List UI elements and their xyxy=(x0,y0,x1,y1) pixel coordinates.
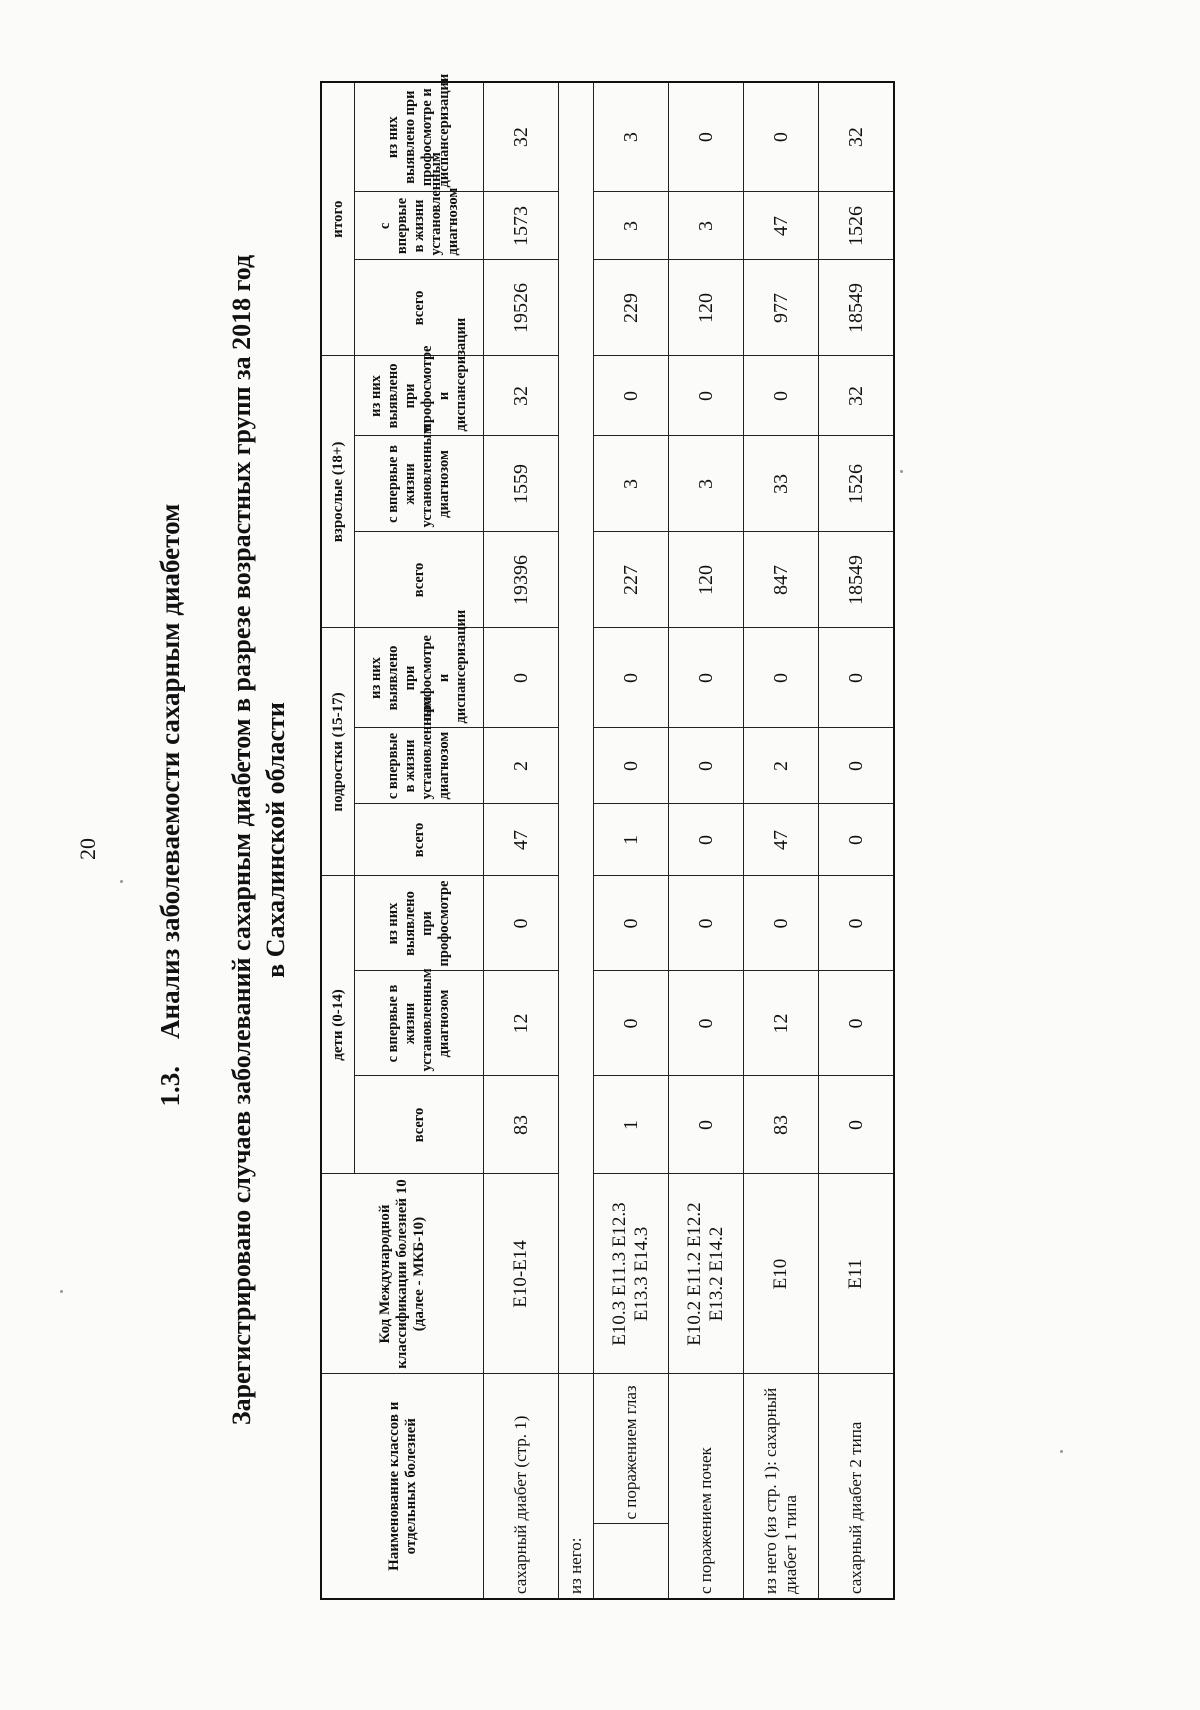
header-total-total: всего xyxy=(355,260,484,356)
cell: 1 xyxy=(594,804,669,876)
cell: 0 xyxy=(744,356,819,436)
header-code: Код Международной классификации болезней 10 (далее - МКБ-10) xyxy=(321,1174,484,1374)
cell: 229 xyxy=(594,260,669,356)
cell: 847 xyxy=(744,532,819,628)
cell: 0 xyxy=(819,628,895,728)
cell: 0 xyxy=(594,728,669,804)
header-group-row xyxy=(321,82,355,1599)
cell: 3 xyxy=(669,436,744,532)
header-total-new: с впервые в жизни установленным диагнозом xyxy=(355,192,484,260)
cell: 0 xyxy=(819,971,895,1076)
row-name: с поражением почек xyxy=(669,1374,744,1599)
row-name: сахарный диабет (стр. 1) xyxy=(484,1374,559,1599)
cell: 0 xyxy=(669,628,744,728)
page-number: 20 xyxy=(75,838,100,860)
header-adults-total: всего xyxy=(355,532,484,628)
cell: 120 xyxy=(669,260,744,356)
indent-cell xyxy=(594,1524,669,1599)
header-name: Наименование классов и отдельных болезней xyxy=(321,1374,484,1599)
row-code: Е10.3 Е11.3 Е12.3 Е13.3 Е14.3 xyxy=(594,1174,669,1374)
cell: 18549 xyxy=(819,260,895,356)
cell: 120 xyxy=(669,532,744,628)
cell: 0 xyxy=(484,628,559,728)
cell: 83 xyxy=(484,1076,559,1174)
cell: 47 xyxy=(744,804,819,876)
cell: 0 xyxy=(669,728,744,804)
cell: 32 xyxy=(819,82,895,192)
header-group-adults: взрослые (18+) xyxy=(321,356,355,628)
row-name: с поражением глаз xyxy=(594,1374,669,1524)
header-group-total: итого xyxy=(321,82,355,356)
cell: 19526 xyxy=(484,260,559,356)
cell: 1 xyxy=(594,1076,669,1174)
cell: 47 xyxy=(484,804,559,876)
cell: 2 xyxy=(484,728,559,804)
cell: 3 xyxy=(669,192,744,260)
table-row xyxy=(594,82,669,1599)
cell: 977 xyxy=(744,260,819,356)
header-adults-screen: из них выявлено при профосмотре и диспансеризации xyxy=(355,356,484,436)
cell: 0 xyxy=(819,728,895,804)
cell: 0 xyxy=(669,82,744,192)
cell: 83 xyxy=(744,1076,819,1174)
cell: 19396 xyxy=(484,532,559,628)
cell: 12 xyxy=(744,971,819,1076)
table-row xyxy=(669,82,744,1599)
header-children-total: всего xyxy=(355,1076,484,1174)
cell: 32 xyxy=(484,82,559,192)
cell: 0 xyxy=(819,876,895,971)
row-code: Е10.2 Е11.2 Е12.2 Е13.2 Е14.2 xyxy=(669,1174,744,1374)
section-heading xyxy=(155,190,186,1420)
cell: 0 xyxy=(594,628,669,728)
subhead-row xyxy=(559,82,594,1599)
cell: 0 xyxy=(669,1076,744,1174)
cell: 0 xyxy=(669,804,744,876)
cell: 0 xyxy=(669,356,744,436)
cell: 1526 xyxy=(819,192,895,260)
cell: 0 xyxy=(744,876,819,971)
header-children-new: с впервые в жизни установленным диагнозом xyxy=(355,971,484,1076)
row-name: сахарный диабет 2 типа xyxy=(819,1374,895,1599)
cell: 32 xyxy=(819,356,895,436)
section-number: 1.3. xyxy=(155,1065,185,1107)
header-children-screen: из них выявлено при профосмотре xyxy=(355,876,484,971)
header-teens-new: с впервые в жизни установленным диагнозом xyxy=(355,728,484,804)
cell: 0 xyxy=(744,628,819,728)
diabetes-table xyxy=(320,73,895,1600)
cell: 3 xyxy=(594,436,669,532)
header-adults-new: с впервые в жизни установленным диагнозом xyxy=(355,436,484,532)
cell: 0 xyxy=(594,876,669,971)
header-total-screen: из них выявлено при профосмотре и диспансеризации xyxy=(355,82,484,192)
cell: 0 xyxy=(484,876,559,971)
cell: 0 xyxy=(819,1076,895,1174)
cell: 18549 xyxy=(819,532,895,628)
header-teens-screen: из них выявлено при профосмотре и диспансеризации xyxy=(355,628,484,728)
cell: 0 xyxy=(594,971,669,1076)
cell: 0 xyxy=(669,876,744,971)
table-title-line2: в Сахалинской области xyxy=(261,702,290,978)
table-title-line1: Зарегистрировано случаев заболеваний сахарным диабетом в разрезе возрастных групп за 2018 год xyxy=(227,254,256,1426)
cell: 0 xyxy=(669,971,744,1076)
cell: 1526 xyxy=(819,436,895,532)
table-title xyxy=(225,110,293,1570)
cell: 0 xyxy=(594,356,669,436)
cell: 47 xyxy=(744,192,819,260)
table-row xyxy=(744,82,819,1599)
row-code: Е10-Е14 xyxy=(484,1174,559,1374)
cell: 1573 xyxy=(484,192,559,260)
row-name: из него (из стр. 1): сахарный диабет 1 типа xyxy=(744,1374,819,1599)
subhead-filler xyxy=(559,82,594,1374)
cell: 0 xyxy=(744,82,819,192)
subhead-label: из него: xyxy=(559,1374,594,1599)
header-teens-total: всего xyxy=(355,804,484,876)
cell: 3 xyxy=(594,192,669,260)
row-code: Е10 xyxy=(744,1174,819,1374)
row-code: Е11 xyxy=(819,1174,895,1374)
cell: 2 xyxy=(744,728,819,804)
header-group-teens: подростки (15-17) xyxy=(321,628,355,876)
cell: 3 xyxy=(594,82,669,192)
header-group-children: дети (0-14) xyxy=(321,876,355,1174)
cell: 0 xyxy=(819,804,895,876)
table-wrapper xyxy=(320,73,895,1600)
cell: 33 xyxy=(744,436,819,532)
section-title: Анализ заболеваемости сахарным диабетом xyxy=(155,503,185,1039)
cell: 1559 xyxy=(484,436,559,532)
cell: 227 xyxy=(594,532,669,628)
cell: 32 xyxy=(484,356,559,436)
table-row xyxy=(819,82,895,1599)
table-row xyxy=(484,82,559,1599)
cell: 12 xyxy=(484,971,559,1076)
